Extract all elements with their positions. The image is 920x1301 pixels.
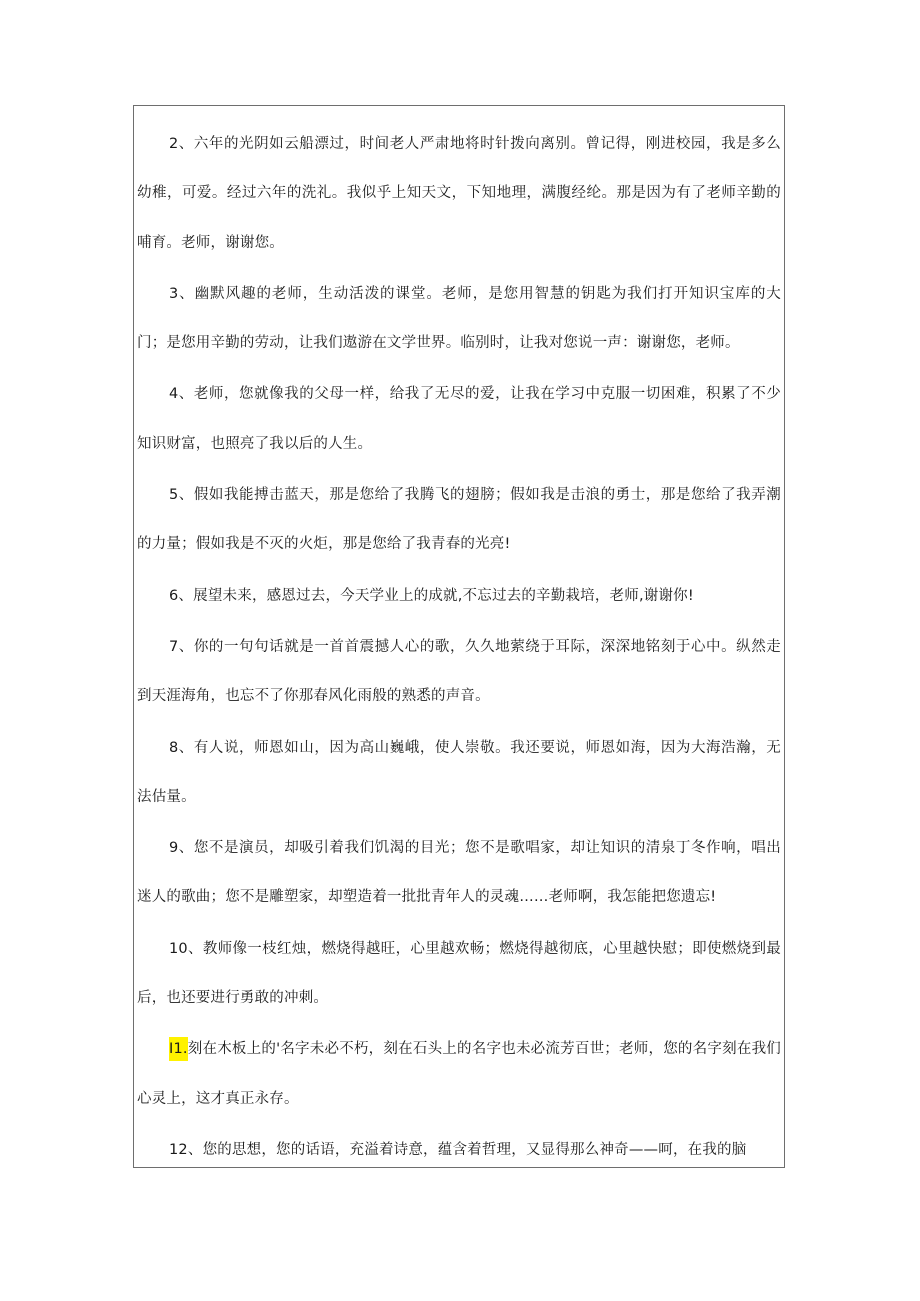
paragraph-number: 2、 <box>169 136 194 152</box>
paragraph-number: 8、 <box>169 739 194 756</box>
paragraph-text: 你的一句句话就是一首首震撼人心的歌，久久地萦绕于耳际，深深地铭刻于心中。纵然走到天涯海角，也忘不了你那春风化雨般的熟悉的声音。 <box>137 638 781 705</box>
paragraph-5 <box>137 471 781 570</box>
paragraph-number: 12、 <box>169 1141 203 1158</box>
paragraph-number: 3、 <box>169 285 195 302</box>
highlighted-paragraph-number: I1. <box>169 1037 188 1061</box>
paragraph-10 <box>137 925 781 1024</box>
paragraph-text: 老师，您就像我的父母一样，给我了无尽的爱，让我在学习中克服一切困难，积累了不少知识财富，也照亮了我以后的人生。 <box>137 386 781 452</box>
paragraph-11 <box>137 1025 781 1124</box>
paragraph-2 <box>137 120 781 268</box>
page-frame <box>133 105 785 1168</box>
paragraph-number: 4、 <box>169 386 194 403</box>
paragraph-text: 展望未来，感恩过去，今天学业上的成就,不忘过去的辛勤栽培，老师,谢谢你! <box>193 587 694 604</box>
paragraph-7 <box>137 623 781 722</box>
document-body <box>137 120 781 1177</box>
paragraph-number: 5、 <box>169 487 194 504</box>
paragraph-number: 6、 <box>169 587 194 604</box>
paragraph-3 <box>137 270 781 369</box>
paragraph-text: 有人说，师恩如山，因为高山巍峨，使人崇敬。我还要说，师恩如海，因为大海浩瀚，无法估量。 <box>137 739 781 805</box>
paragraph-number: 7、 <box>169 638 194 655</box>
paragraph-text: 假如我能搏击蓝天，那是您给了我腾飞的翅膀；假如我是击浪的勇士，那是您给了我弄潮的力量；假如我是不灭的火炬，那是您给了我青春的光亮! <box>137 487 781 553</box>
paragraph-6 <box>137 572 781 621</box>
paragraph-12 <box>137 1126 781 1175</box>
paragraph-number: 10、 <box>169 940 203 957</box>
paragraph-number: 9、 <box>169 840 194 857</box>
paragraph-text: 您不是演员，却吸引着我们饥渴的目光；您不是歌唱家，却让知识的清泉丁冬作响，唱出迷人的歌曲；您不是雕塑家，却塑造着一批批青年人的灵魂……老师啊，我怎能把您遗忘! <box>137 840 781 906</box>
paragraph-4 <box>137 370 781 469</box>
paragraph-text: 幽默风趣的老师，生动活泼的课堂。老师，是您用智慧的钥匙为我们打开知识宝库的大门；是您用辛勤的劳动，让我们遨游在文学世界。临别时，让我对您说一声：谢谢您，老师。 <box>137 285 781 352</box>
paragraph-8 <box>137 724 781 823</box>
paragraph-9 <box>137 824 781 923</box>
paragraph-text: 您的思想，您的话语，充溢着诗意，蕴含着哲理，又显得那么神奇——呵，在我的脑 <box>202 1141 747 1158</box>
paragraph-text: 刻在木板上的'名字未必不朽，刻在石头上的名字也未必流芳百世；老师，您的名字刻在我们心灵上，这才真正永存。 <box>137 1041 781 1107</box>
paragraph-text: 六年的光阴如云船漂过，时间老人严肃地将时针拨向离别。曾记得，刚进校园，我是多么幼稚，可爱。经过六年的洗礼。我似乎上知天文，下知地理，满腹经纶。那是因为有了老师辛勤的哺育。老师，谢谢您。 <box>137 136 781 251</box>
paragraph-text: 教师像一枝红烛，燃烧得越旺，心里越欢畅；燃烧得越彻底，心里越快慰；即使燃烧到最后，也还要进行勇敢的冲刺。 <box>137 940 781 1007</box>
